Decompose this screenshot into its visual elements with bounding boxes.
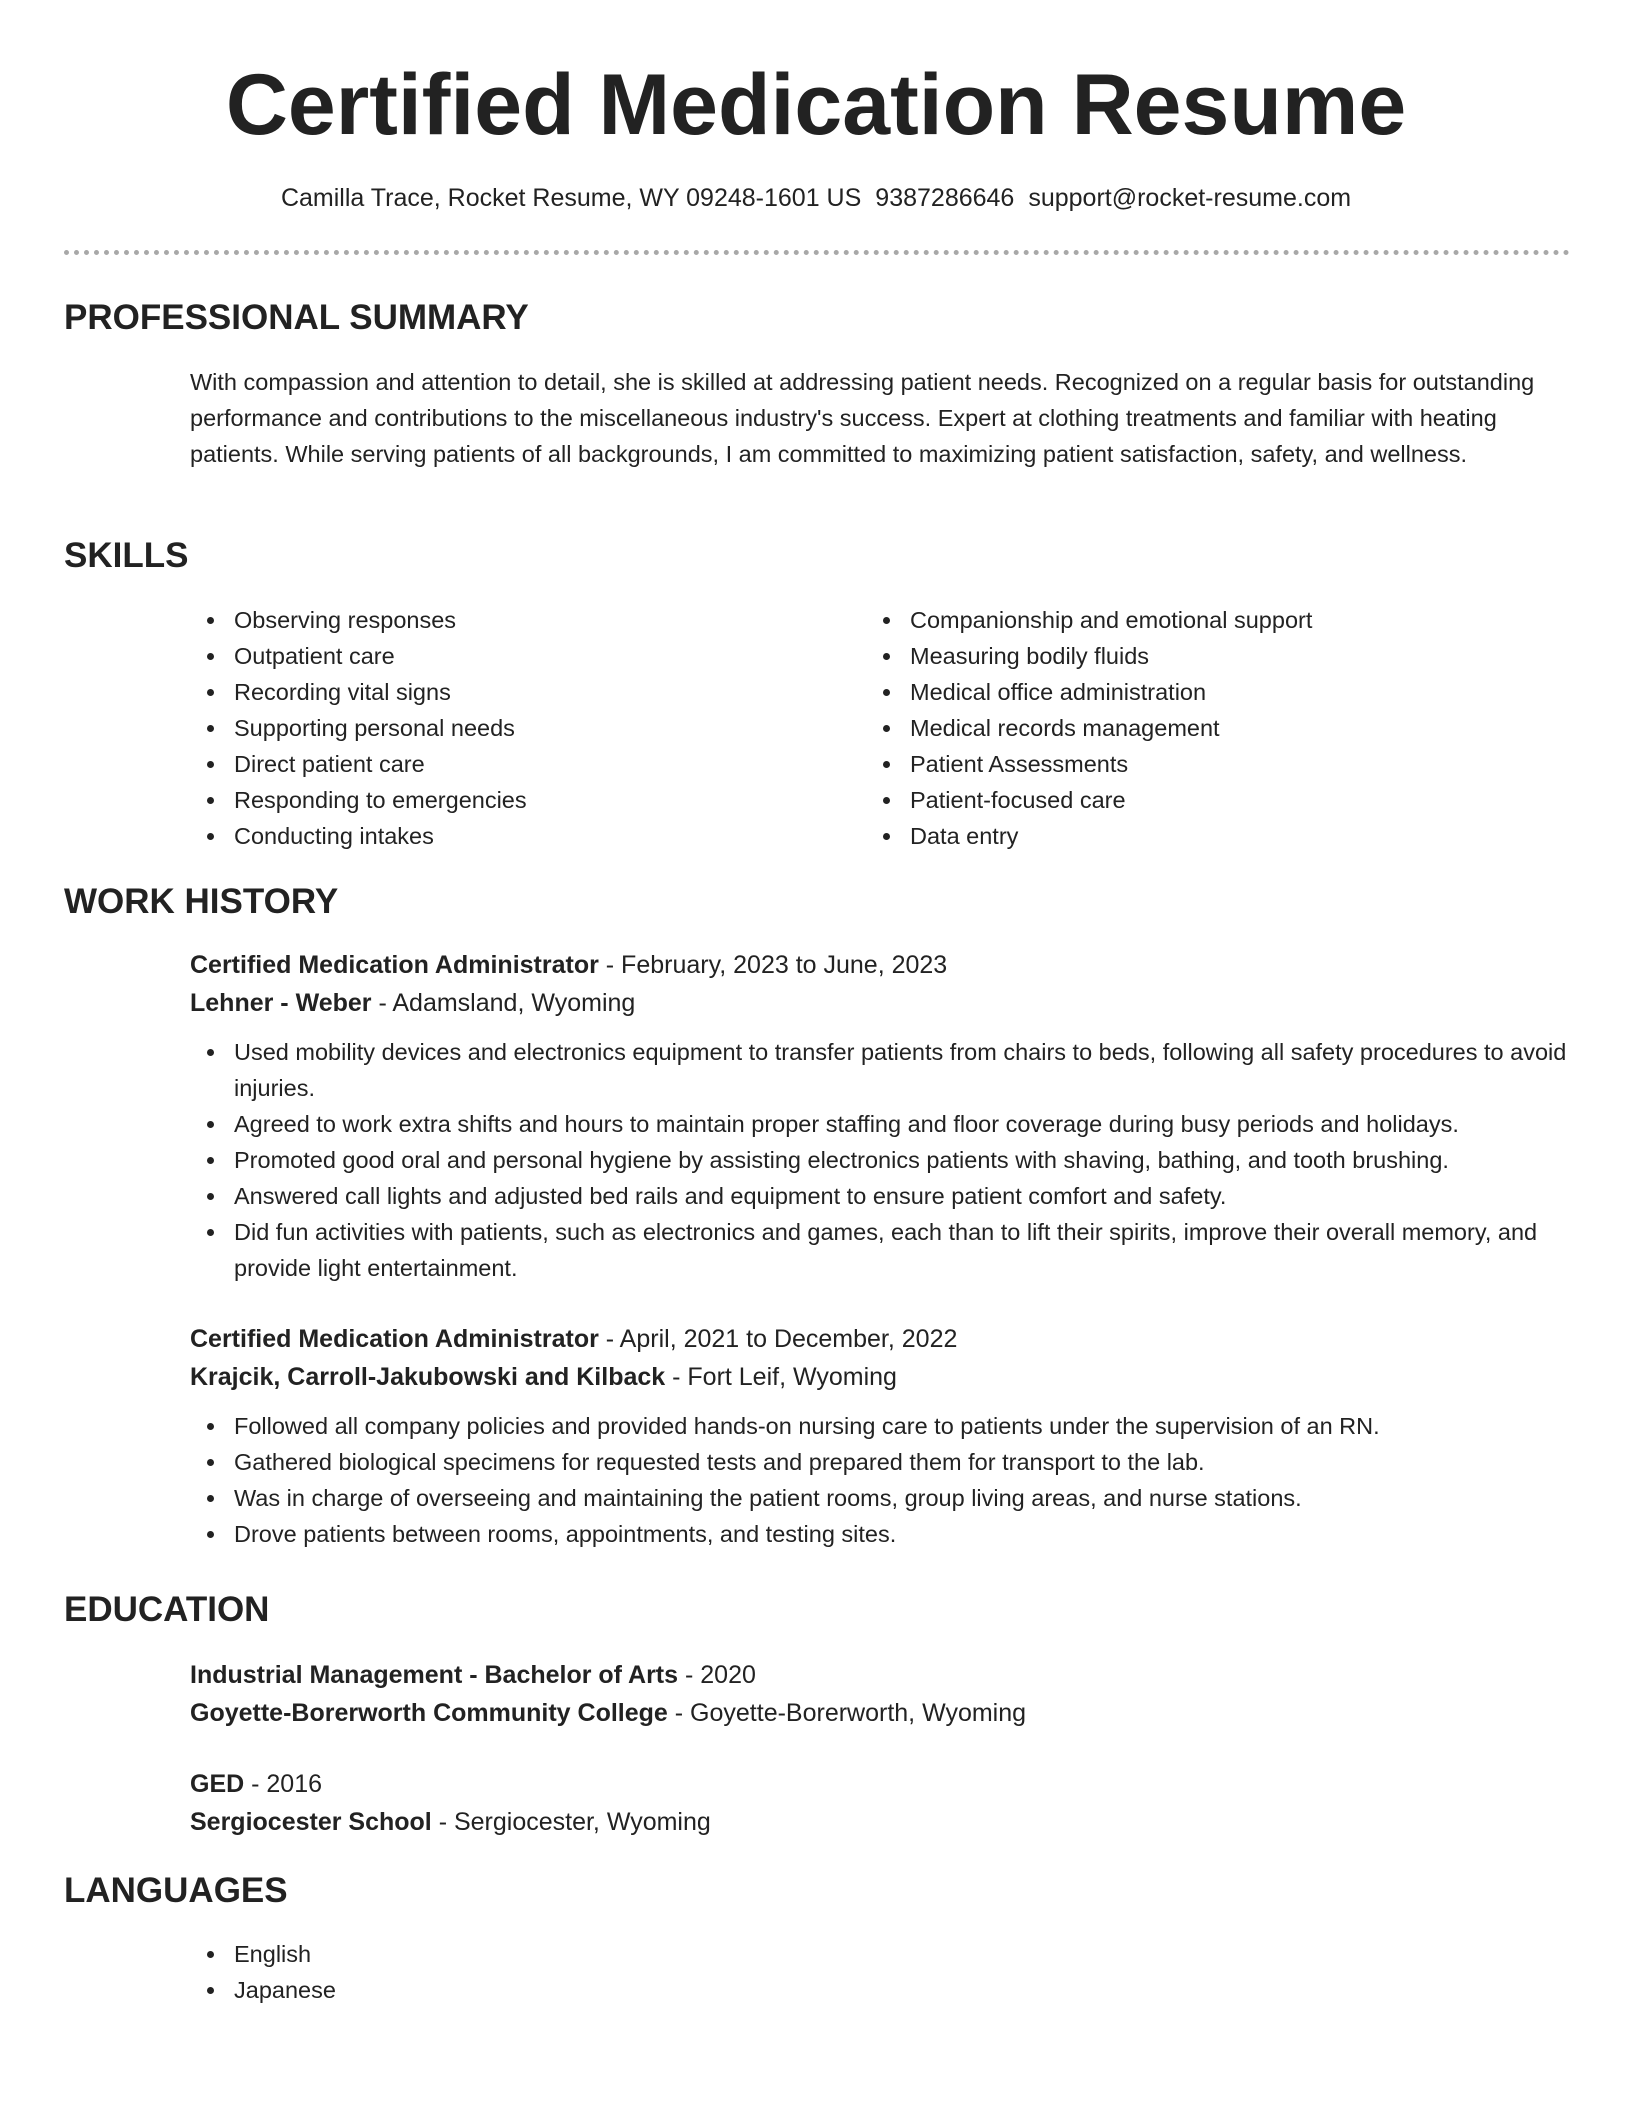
education-year: - 2020: [678, 1661, 756, 1689]
education-degree-line: [190, 1656, 1570, 1694]
languages-list: [190, 1936, 850, 2008]
job-entry-1: [190, 946, 1570, 1286]
skill-item: Outpatient care: [190, 638, 850, 674]
education-school-line: [190, 1694, 1570, 1732]
education-degree: GED: [190, 1770, 245, 1798]
section-title-education: EDUCATION: [64, 1590, 270, 1629]
job-company-line: [190, 984, 1570, 1022]
skill-item: Medical records management: [866, 710, 1526, 746]
education-year: - 2016: [244, 1770, 323, 1798]
skill-item: Companionship and emotional support: [866, 602, 1526, 638]
job-title-line: [190, 946, 1570, 984]
section-title-work: WORK HISTORY: [64, 882, 339, 921]
resume-title: Certified Medication Resume: [225, 57, 1407, 153]
skill-item: Conducting intakes: [190, 818, 850, 854]
education-degree: Industrial Management - Bachelor of Arts: [190, 1661, 679, 1689]
education-degree-line: [190, 1765, 1570, 1803]
skills-list-left: [190, 602, 850, 854]
section-title-summary: PROFESSIONAL SUMMARY: [64, 298, 529, 337]
job-bullet: Agreed to work extra shifts and hours to maintain proper staffing and floor coverage during busy periods and holidays.: [190, 1106, 1570, 1142]
skill-item: Patient-focused care: [866, 782, 1526, 818]
job-dates: - February, 2023 to June, 2023: [598, 951, 948, 979]
summary-text: With compassion and attention to detail, she is skilled at addressing patient needs. Recognized on a regular basis for outstanding performance and contributions to the miscellaneous industry's success. Expert at clothing treatments and familiar with heating patients. While serving patients of all backgrounds, I am committed to maximizing patient satisfaction, safety, and wellness.: [190, 369, 1535, 467]
job-bullets: [190, 1408, 1570, 1552]
job-bullet: Gathered biological specimens for requested tests and prepared them for transport to the lab.: [190, 1444, 1570, 1480]
job-bullet: Used mobility devices and electronics equipment to transfer patients from chairs to beds, following all safety procedures to avoid injuries.: [190, 1034, 1570, 1106]
education-location: - Sergiocester, Wyoming: [431, 1808, 711, 1836]
contact-phone: 9387286646: [875, 184, 1015, 212]
section-title-skills: SKILLS: [64, 536, 189, 575]
job-bullet: Promoted good oral and personal hygiene by assisting electronics patients with shaving, bathing, and tooth brushing.: [190, 1142, 1570, 1178]
job-location: - Adamsland, Wyoming: [371, 989, 636, 1017]
skill-item: Measuring bodily fluids: [866, 638, 1526, 674]
job-company: Lehner - Weber: [190, 989, 372, 1017]
skill-item: Patient Assessments: [866, 746, 1526, 782]
education-school-line: [190, 1803, 1570, 1841]
education-entry-1: [190, 1656, 1570, 1732]
job-bullet: Did fun activities with patients, such as electronics and games, each than to lift their spirits, improve their overall memory, and provide light entertainment.: [190, 1214, 1570, 1286]
job-bullet: Answered call lights and adjusted bed rails and equipment to ensure patient comfort and safety.: [190, 1178, 1570, 1214]
job-company-line: [190, 1358, 1570, 1396]
job-bullet: Was in charge of overseeing and maintaining the patient rooms, group living areas, and nurse stations.: [190, 1480, 1570, 1516]
job-role: Certified Medication Administrator: [190, 951, 599, 979]
job-bullet: Followed all company policies and provided hands-on nursing care to patients under the supervision of an RN.: [190, 1408, 1570, 1444]
skill-item: Direct patient care: [190, 746, 850, 782]
contact-line: [0, 184, 1632, 213]
skill-item: Medical office administration: [866, 674, 1526, 710]
skills-list-right: [866, 602, 1526, 854]
language-item: English: [190, 1936, 850, 1972]
education-school: Goyette-Borerworth Community College: [190, 1699, 668, 1727]
contact-email: support@rocket-resume.com: [1028, 184, 1352, 212]
education-entry-2: [190, 1765, 1570, 1841]
job-role: Certified Medication Administrator: [190, 1325, 599, 1353]
skill-item: Data entry: [866, 818, 1526, 854]
job-title-line: [190, 1320, 1570, 1358]
skill-item: Recording vital signs: [190, 674, 850, 710]
contact-address: Camilla Trace, Rocket Resume, WY 09248-1601 US: [280, 184, 862, 212]
job-dates: - April, 2021 to December, 2022: [598, 1325, 958, 1353]
skill-item: Observing responses: [190, 602, 850, 638]
header-divider: [64, 250, 1570, 255]
skill-item: Responding to emergencies: [190, 782, 850, 818]
section-title-languages: LANGUAGES: [64, 1871, 288, 1910]
skill-item: Supporting personal needs: [190, 710, 850, 746]
language-item: Japanese: [190, 1972, 850, 2008]
job-bullets: [190, 1034, 1570, 1286]
job-location: - Fort Leif, Wyoming: [665, 1363, 897, 1391]
job-entry-2: [190, 1320, 1570, 1552]
job-company: Krajcik, Carroll-Jakubowski and Kilback: [190, 1363, 666, 1391]
job-bullet: Drove patients between rooms, appointments, and testing sites.: [190, 1516, 1570, 1552]
education-school: Sergiocester School: [190, 1808, 432, 1836]
education-location: - Goyette-Borerworth, Wyoming: [667, 1699, 1027, 1727]
